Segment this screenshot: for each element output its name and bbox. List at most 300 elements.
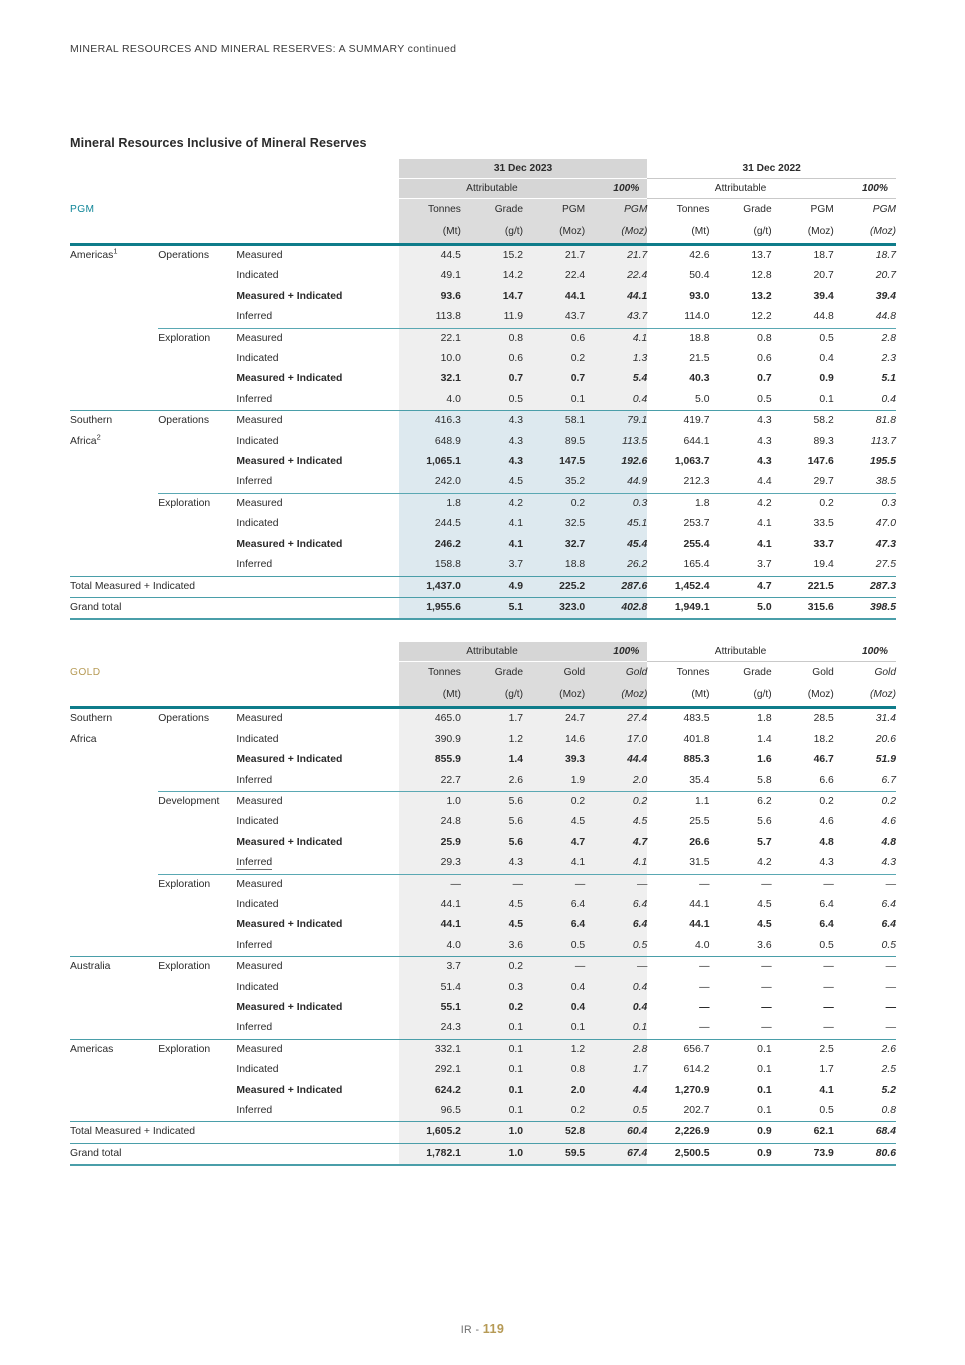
- value-prior-metal-100: —: [885, 961, 896, 973]
- classification-label: Measured + Indicated: [236, 754, 343, 766]
- value-prior-tonnes: —: [699, 1022, 710, 1034]
- total-current-metal: 323.0: [523, 597, 585, 618]
- total-prior-metal: 73.9: [813, 1147, 834, 1159]
- value-prior-metal: 18.7: [813, 250, 834, 261]
- value-current-tonnes: 1.0: [399, 791, 461, 812]
- value-current-tonnes: 51.4: [399, 978, 461, 998]
- classification-label: Measured + Indicated: [236, 290, 343, 302]
- value-prior-tonnes: 885.3: [683, 754, 710, 766]
- region-label: Africa: [70, 733, 97, 745]
- value-current-metal-100: 22.4: [585, 266, 647, 286]
- value-current-tonnes: 465.0: [399, 708, 461, 730]
- value-current-tonnes: 113.8: [399, 307, 461, 327]
- value-prior-grade: 3.7: [757, 559, 772, 571]
- value-current-tonnes: 96.5: [399, 1101, 461, 1121]
- region-footnote-marker: 2: [96, 432, 101, 442]
- classification-label: Inferred: [236, 1105, 273, 1117]
- total-current-grade: 1.0: [461, 1143, 523, 1164]
- category-label: [158, 998, 236, 1018]
- value-current-metal: 0.2: [523, 791, 585, 812]
- value-prior-tonnes: 419.7: [683, 415, 710, 427]
- value-prior-grade: 13.7: [751, 250, 772, 261]
- category-label: [158, 472, 236, 492]
- category-label: [158, 853, 236, 873]
- footer-prefix: IR -: [460, 1324, 483, 1336]
- value-prior-metal: —: [823, 961, 834, 973]
- value-prior-metal-100: 31.4: [875, 713, 896, 725]
- table-row: [70, 555, 896, 575]
- value-prior-metal: —: [823, 1002, 834, 1013]
- value-current-grade: 1.7: [461, 708, 523, 730]
- value-current-metal-100: 0.3: [585, 493, 647, 514]
- classification-label: Measured: [236, 713, 283, 725]
- value-prior-metal-100: 6.4: [881, 919, 896, 931]
- header-grade-unit-prior: (g/t): [709, 684, 771, 706]
- value-current-metal: 39.3: [523, 750, 585, 770]
- classification-label: Measured: [236, 497, 283, 509]
- value-prior-metal: 0.2: [819, 497, 834, 509]
- value-prior-metal: —: [823, 878, 834, 890]
- table-end-rule: [585, 618, 647, 619]
- value-current-metal: 0.1: [523, 1018, 585, 1038]
- header-metal-prior: Gold: [772, 662, 834, 685]
- value-current-tonnes: 49.1: [399, 266, 461, 286]
- table-row: [70, 708, 896, 730]
- value-prior-metal: 6.6: [819, 774, 834, 786]
- value-prior-metal: 2.5: [819, 1043, 834, 1055]
- value-current-metal: 2.0: [523, 1081, 585, 1101]
- value-prior-metal-100: 47.3: [875, 538, 896, 550]
- header-attributable-current: Attributable: [399, 179, 585, 199]
- table-end-rule: [709, 1164, 771, 1165]
- value-prior-grade: 5.6: [757, 816, 772, 828]
- value-prior-metal-100: 81.8: [875, 415, 896, 427]
- value-prior-metal-100: 27.5: [875, 559, 896, 571]
- table-row: [70, 472, 896, 492]
- header-corner: [70, 179, 399, 199]
- table-end-rule: [236, 1164, 398, 1165]
- value-current-grade: 0.3: [461, 978, 523, 998]
- value-prior-grade: —: [761, 961, 772, 973]
- value-prior-grade: 0.1: [757, 1084, 772, 1096]
- total-label: Total Measured + Indicated: [70, 580, 196, 592]
- region-label: [70, 472, 158, 492]
- table-row: [70, 812, 896, 832]
- table-end-rule: [834, 1164, 896, 1165]
- table-end-rule: [461, 618, 523, 619]
- value-prior-metal: 0.4: [819, 353, 834, 365]
- classification-label: Indicated: [236, 518, 279, 530]
- table-row: [70, 833, 896, 853]
- value-current-tonnes: 44.1: [399, 895, 461, 915]
- table-end-rule: [772, 618, 834, 619]
- classification-label: Measured: [236, 332, 283, 344]
- table-row: [70, 915, 896, 935]
- value-prior-metal-100: 47.0: [875, 518, 896, 530]
- value-current-tonnes: 24.3: [399, 1018, 461, 1038]
- value-current-tonnes: 44.5: [399, 245, 461, 267]
- table-end-rule: [647, 618, 709, 619]
- total-current-tonnes: 1,605.2: [399, 1122, 461, 1143]
- category-label: Exploration: [158, 497, 211, 509]
- value-prior-tonnes: —: [699, 961, 710, 973]
- value-prior-metal-100: 51.9: [875, 754, 896, 766]
- table-row: [70, 493, 896, 514]
- value-prior-tonnes: 44.1: [689, 919, 710, 931]
- value-prior-grade: 4.1: [757, 538, 772, 550]
- value-prior-metal: 28.5: [813, 713, 834, 725]
- value-current-metal: 0.2: [523, 493, 585, 514]
- value-current-tonnes: 55.1: [399, 998, 461, 1018]
- value-current-tonnes: 292.1: [399, 1060, 461, 1080]
- value-current-grade: 4.3: [461, 853, 523, 873]
- value-current-metal: 4.5: [523, 812, 585, 832]
- category-label: [158, 432, 236, 452]
- value-current-grade: 11.9: [461, 307, 523, 327]
- total-current-grade: 1.0: [461, 1122, 523, 1143]
- total-current-metal-100: 67.4: [585, 1143, 647, 1164]
- header-corner: [70, 159, 399, 179]
- value-prior-grade: 0.1: [757, 1105, 772, 1117]
- value-current-metal: 0.1: [523, 390, 585, 410]
- table-row: [70, 1060, 896, 1080]
- value-prior-grade: 4.5: [757, 898, 772, 910]
- value-current-grade: 4.5: [461, 472, 523, 492]
- region-label: [70, 369, 158, 389]
- table-end-rule: [158, 618, 236, 619]
- value-current-metal-100: 1.7: [585, 1060, 647, 1080]
- value-prior-metal-100: —: [885, 1022, 896, 1034]
- value-prior-grade: 4.3: [757, 456, 772, 468]
- value-prior-metal: 6.4: [819, 919, 834, 931]
- value-current-grade: 1.2: [461, 730, 523, 750]
- value-current-metal: 0.8: [523, 1060, 585, 1080]
- value-prior-metal: 19.4: [813, 559, 834, 571]
- value-prior-metal: 4.1: [819, 1084, 834, 1096]
- table-end-rule: [647, 1164, 709, 1165]
- value-prior-metal-100: 113.7: [870, 435, 896, 447]
- category-label: [158, 390, 236, 410]
- total-prior-tonnes: 2,226.9: [674, 1126, 710, 1138]
- value-prior-grade: —: [761, 878, 772, 890]
- value-prior-metal: 33.7: [813, 538, 834, 550]
- total-current-tonnes: 1,437.0: [399, 576, 461, 597]
- table-spacer: [70, 620, 896, 642]
- classification-label: Measured + Indicated: [236, 836, 343, 848]
- value-prior-tonnes: 50.4: [689, 270, 710, 282]
- table-row: [70, 514, 896, 534]
- value-prior-grade: 0.5: [757, 393, 772, 405]
- value-prior-metal-100: 39.4: [875, 290, 896, 302]
- value-current-metal-100: 192.6: [585, 452, 647, 472]
- value-current-metal-100: 0.4: [585, 998, 647, 1018]
- value-prior-metal-100: 5.1: [881, 373, 896, 385]
- classification-label: Indicated: [236, 270, 279, 282]
- category-label: [158, 287, 236, 307]
- value-prior-metal-100: 18.7: [875, 250, 896, 261]
- value-current-metal: 4.1: [523, 853, 585, 873]
- region-label: [70, 390, 158, 410]
- total-prior-tonnes: 2,500.5: [674, 1147, 710, 1159]
- value-current-tonnes: 25.9: [399, 833, 461, 853]
- value-current-grade: 0.5: [461, 390, 523, 410]
- value-current-metal: 43.7: [523, 307, 585, 327]
- table-end-rule: [709, 618, 771, 619]
- region-label: Americas: [70, 1043, 114, 1055]
- value-prior-metal-100: 20.6: [875, 733, 896, 745]
- value-prior-grade: 0.7: [757, 373, 772, 385]
- category-label: [158, 266, 236, 286]
- header-metal-current: Gold: [523, 662, 585, 685]
- value-prior-metal-100: 0.4: [881, 393, 896, 405]
- value-current-grade: 3.6: [461, 936, 523, 956]
- header-metal-100-prior: Gold: [834, 662, 896, 685]
- running-head: MINERAL RESOURCES AND MINERAL RESERVES: A SUMMARY continued: [70, 43, 457, 55]
- value-current-metal: 6.4: [523, 915, 585, 935]
- header-corner: [70, 221, 399, 243]
- category-label: Development: [158, 795, 220, 807]
- total-current-metal: 59.5: [523, 1143, 585, 1164]
- value-prior-metal: 0.5: [819, 1105, 834, 1117]
- value-current-grade: 0.8: [461, 328, 523, 349]
- region-label: [70, 771, 158, 791]
- classification-label: Measured + Indicated: [236, 919, 343, 931]
- value-prior-tonnes: 26.6: [689, 836, 710, 848]
- value-prior-grade: 1.6: [757, 754, 772, 766]
- value-prior-metal-100: 4.8: [881, 836, 896, 848]
- value-current-metal: 89.5: [523, 432, 585, 452]
- table-end-rule: [523, 1164, 585, 1165]
- region-label: [70, 555, 158, 575]
- value-prior-tonnes: 401.8: [683, 733, 710, 745]
- classification-text: Inferred: [236, 857, 273, 869]
- table-row: [70, 936, 896, 956]
- total-prior-metal-100: 287.3: [869, 580, 896, 592]
- classification-label: Inferred: [236, 559, 273, 571]
- region-label: [70, 1101, 158, 1121]
- value-prior-tonnes: 165.4: [683, 559, 710, 571]
- value-current-metal: 6.4: [523, 895, 585, 915]
- region-label: [70, 307, 158, 327]
- value-prior-metal: 20.7: [813, 270, 834, 282]
- value-prior-tonnes: 40.3: [689, 373, 710, 385]
- category-label: [158, 1060, 236, 1080]
- value-current-grade: 4.3: [461, 432, 523, 452]
- value-current-metal-100: 5.4: [585, 369, 647, 389]
- category-label: [158, 349, 236, 369]
- region-label: [70, 349, 158, 369]
- value-current-metal-100: 0.5: [585, 1101, 647, 1121]
- value-prior-tonnes: 483.5: [683, 713, 710, 725]
- header-tonnes-unit-prior: (Mt): [647, 221, 709, 243]
- value-current-tonnes: 855.9: [399, 750, 461, 770]
- value-prior-tonnes: 35.4: [689, 774, 710, 786]
- value-current-grade: 5.6: [461, 812, 523, 832]
- total-row: [70, 576, 896, 597]
- value-prior-grade: 0.8: [757, 332, 772, 344]
- category-label: [158, 1081, 236, 1101]
- value-current-metal-100: 44.9: [585, 472, 647, 492]
- value-prior-metal: 0.9: [819, 373, 834, 385]
- value-prior-metal-100: 2.5: [881, 1064, 896, 1076]
- value-prior-tonnes: 25.5: [689, 816, 710, 828]
- classification-label: Measured + Indicated: [236, 1084, 343, 1096]
- value-current-tonnes: 22.7: [399, 771, 461, 791]
- header-grade-prior: Grade: [709, 662, 771, 685]
- value-current-metal: 32.5: [523, 514, 585, 534]
- value-current-metal-100: 0.5: [585, 936, 647, 956]
- value-prior-grade: 6.2: [757, 795, 772, 807]
- value-prior-metal: 4.6: [819, 816, 834, 828]
- header-metal-unit-100-prior: (Moz): [834, 684, 896, 706]
- region-label: [70, 978, 158, 998]
- category-label: [158, 555, 236, 575]
- region-label: [70, 1060, 158, 1080]
- value-current-grade: 0.1: [461, 1018, 523, 1038]
- value-prior-tonnes: 253.7: [683, 518, 710, 530]
- value-current-metal-100: 6.4: [585, 895, 647, 915]
- value-current-tonnes: 29.3: [399, 853, 461, 873]
- value-prior-tonnes: 202.7: [683, 1105, 710, 1117]
- value-prior-grade: 12.8: [751, 270, 772, 282]
- total-row: [70, 1143, 896, 1164]
- value-current-metal-100: 2.8: [585, 1039, 647, 1060]
- category-label: [158, 514, 236, 534]
- value-current-metal: 14.6: [523, 730, 585, 750]
- classification-label: Measured: [236, 415, 283, 427]
- region-label: [70, 452, 158, 472]
- region-label: Australia: [70, 961, 111, 973]
- value-prior-tonnes: 656.7: [683, 1043, 710, 1055]
- table-end-rule: [772, 1164, 834, 1165]
- value-current-grade: 14.7: [461, 287, 523, 307]
- category-label: [158, 915, 236, 935]
- header-metal-current: PGM: [523, 199, 585, 222]
- value-prior-metal: 0.1: [819, 393, 834, 405]
- header-metal-unit-100-current: (Moz): [585, 221, 647, 243]
- value-current-metal: 58.1: [523, 411, 585, 432]
- value-current-metal-100: 113.5: [585, 432, 647, 452]
- value-prior-grade: —: [761, 1002, 772, 1013]
- value-prior-metal-100: 20.7: [875, 270, 896, 282]
- value-prior-metal: —: [823, 1022, 834, 1034]
- value-current-metal-100: —: [585, 957, 647, 978]
- total-prior-grade: 5.0: [757, 601, 772, 613]
- value-prior-metal-100: 0.8: [881, 1105, 896, 1117]
- category-label: [158, 307, 236, 327]
- value-prior-grade: 0.6: [757, 353, 772, 365]
- value-prior-tonnes: 21.5: [689, 353, 710, 365]
- total-prior-metal-100: 398.5: [869, 601, 896, 613]
- category-label: Operations: [158, 415, 210, 427]
- total-current-tonnes: 1,955.6: [399, 597, 461, 618]
- value-prior-grade: 4.4: [757, 476, 772, 488]
- region-label: [70, 266, 158, 286]
- value-current-tonnes: 10.0: [399, 349, 461, 369]
- header-grade-unit-current: (g/t): [461, 221, 523, 243]
- value-prior-grade: 3.6: [757, 939, 772, 951]
- value-current-tonnes: 32.1: [399, 369, 461, 389]
- header-grade-unit-prior: (g/t): [709, 221, 771, 243]
- table-row: [70, 957, 896, 978]
- table-row: [70, 390, 896, 410]
- header-grade-prior: Grade: [709, 199, 771, 222]
- total-current-metal-100: 287.6: [585, 576, 647, 597]
- total-prior-tonnes: 1,452.4: [674, 580, 710, 592]
- category-label: [158, 978, 236, 998]
- value-prior-grade: 0.1: [757, 1064, 772, 1076]
- category-label: Operations: [158, 250, 210, 261]
- value-prior-metal-100: 44.8: [875, 311, 896, 323]
- value-current-metal: 18.8: [523, 555, 585, 575]
- resources-table-gold: [70, 642, 896, 1166]
- category-label: Exploration: [158, 1043, 211, 1055]
- value-prior-tonnes: 614.2: [683, 1064, 710, 1076]
- header-metal-unit-current: (Moz): [523, 684, 585, 706]
- table-end-rule: [585, 1164, 647, 1165]
- value-current-tonnes: 1,065.1: [399, 452, 461, 472]
- value-current-metal: 0.2: [523, 1101, 585, 1121]
- table-row: [70, 266, 896, 286]
- resources-table-pgm: [70, 159, 896, 620]
- header-corner: [70, 642, 399, 662]
- value-prior-grade: 0.1: [757, 1043, 772, 1055]
- value-prior-metal: 0.5: [819, 332, 834, 344]
- value-prior-grade: —: [761, 981, 772, 993]
- value-current-metal-100: 17.0: [585, 730, 647, 750]
- header-metal-100-current: Gold: [585, 662, 647, 685]
- value-current-metal-100: 4.1: [585, 328, 647, 349]
- value-prior-metal: 4.3: [819, 857, 834, 869]
- value-prior-metal: 6.4: [819, 898, 834, 910]
- value-current-tonnes: 1.8: [399, 493, 461, 514]
- value-prior-metal: 1.7: [819, 1064, 834, 1076]
- total-current-metal: 52.8: [523, 1122, 585, 1143]
- region-label: [70, 750, 158, 770]
- page-title: Mineral Resources Inclusive of Mineral Reserves: [70, 136, 367, 150]
- value-prior-metal-100: 6.4: [881, 898, 896, 910]
- category-label: [158, 730, 236, 750]
- page-footer: [0, 1322, 965, 1336]
- classification-label: Measured: [236, 878, 283, 890]
- classification-label: Indicated: [236, 733, 279, 745]
- table-row: [70, 1039, 896, 1060]
- value-prior-tonnes: 1.8: [695, 497, 710, 509]
- header-hundred-prior: 100%: [834, 642, 896, 662]
- value-current-grade: 3.7: [461, 555, 523, 575]
- region-label: [70, 812, 158, 832]
- table-row: [70, 432, 896, 452]
- region-label: [70, 328, 158, 349]
- table-row: [70, 874, 896, 895]
- header-metal-100-prior: PGM: [834, 199, 896, 222]
- total-prior-grade: 4.7: [757, 580, 772, 592]
- value-prior-metal: 4.8: [819, 836, 834, 848]
- table-end-rule: [70, 1164, 158, 1165]
- value-current-tonnes: —: [399, 874, 461, 895]
- value-current-metal-100: 45.1: [585, 514, 647, 534]
- header-metal-unit-100-current: (Moz): [585, 684, 647, 706]
- value-current-metal-100: 4.4: [585, 1081, 647, 1101]
- classification-label: Inferred: [236, 476, 273, 488]
- value-prior-grade: 4.3: [757, 415, 772, 427]
- value-current-metal-100: 1.3: [585, 349, 647, 369]
- header-hundred-current: 100%: [585, 642, 647, 662]
- region-label: Southern: [70, 415, 113, 427]
- value-current-tonnes: 390.9: [399, 730, 461, 750]
- header-metal-unit-100-prior: (Moz): [834, 221, 896, 243]
- header-attributable-prior: Attributable: [647, 179, 833, 199]
